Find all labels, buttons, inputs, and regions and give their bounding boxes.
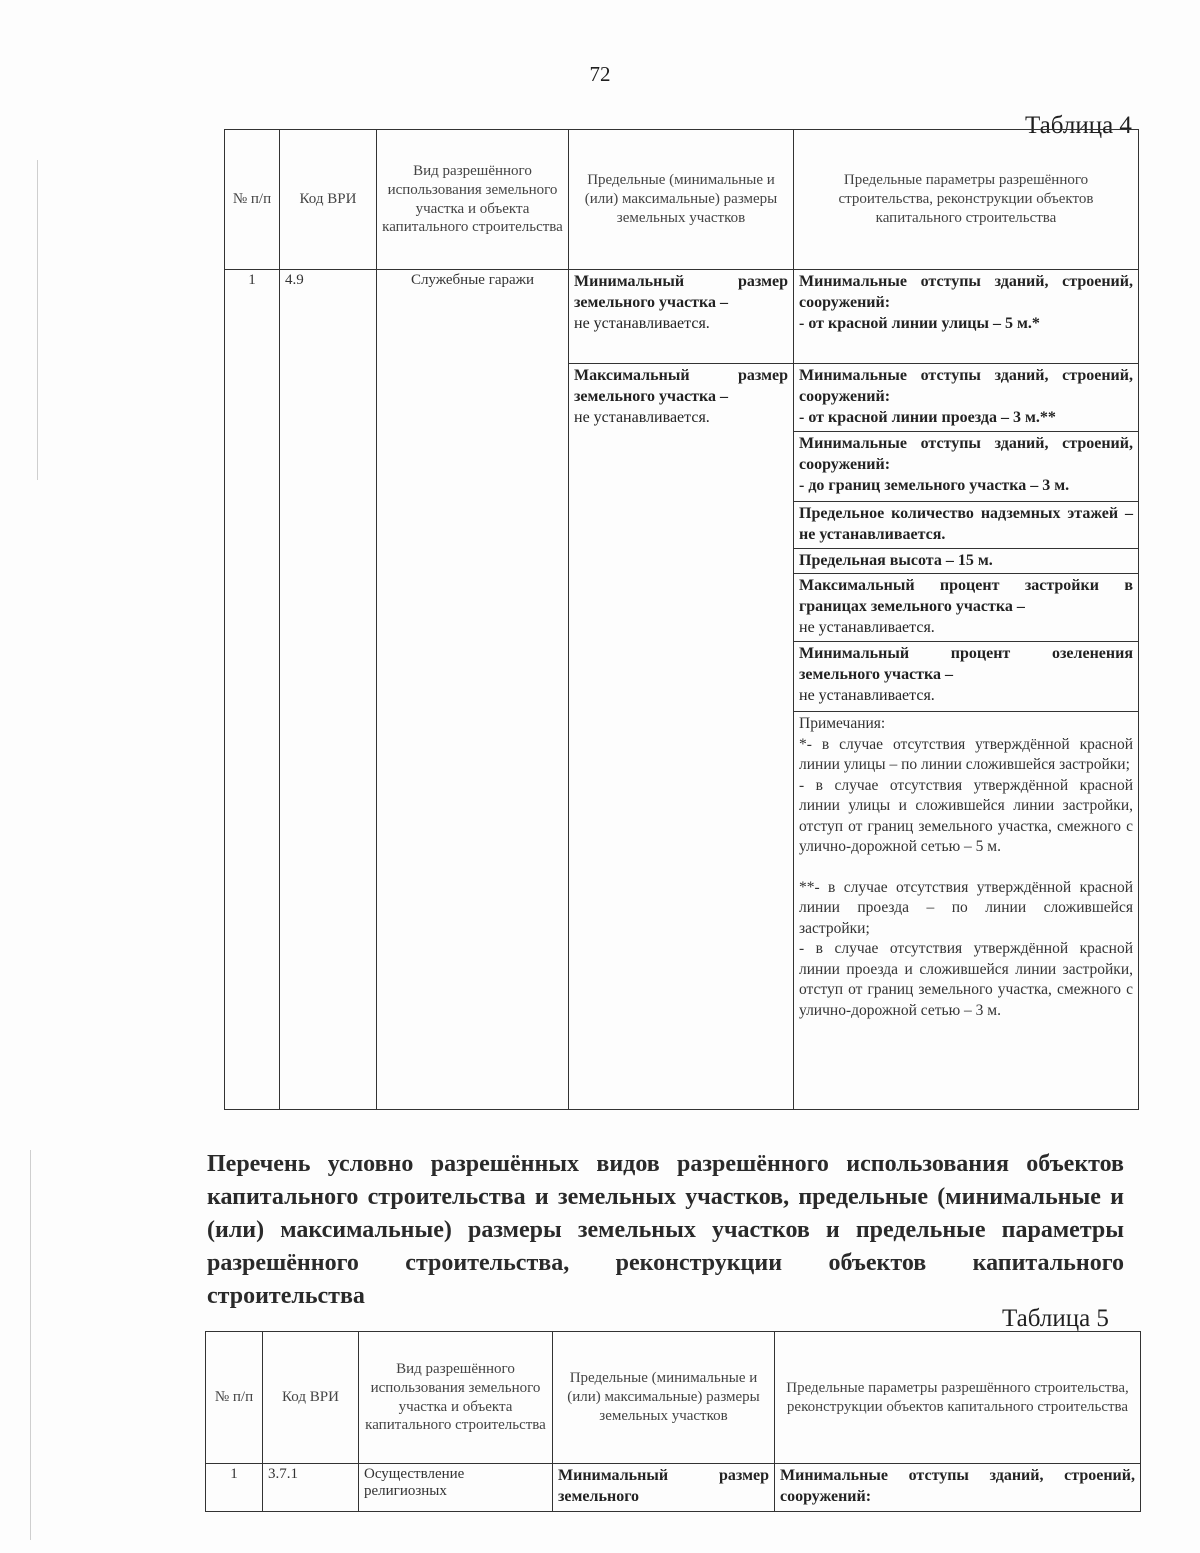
min-plot-value: не устанавливается. <box>574 314 710 332</box>
header-plot: Предельные (минимальные и (или) максимальные) размеры земельных участков <box>553 1332 775 1464</box>
param-drive-setback <box>794 364 1139 432</box>
param-value: - до границ земельного участка – 3 м. <box>799 476 1070 494</box>
scan-margin-line <box>37 160 38 480</box>
max-plot-cell <box>569 364 794 1110</box>
param-building-coverage <box>794 574 1139 642</box>
min-plot-cell <box>569 270 794 364</box>
param-street-setback <box>794 270 1139 364</box>
row-plot: Минимальный размер земельного <box>553 1464 775 1512</box>
param-value: не устанавливается. <box>799 618 935 636</box>
scan-margin-line <box>30 1150 31 1540</box>
param-height: Предельная высота – 15 м. <box>794 548 1139 574</box>
max-plot-label: Максимальный размер земельного участка – <box>574 367 788 405</box>
row-type: Осуществление религиозных <box>359 1464 553 1512</box>
param-boundary-setback <box>794 432 1139 502</box>
header-num: № п/п <box>206 1332 263 1464</box>
note-item: - в случае отсутствия утверждённой красной линии проезда и сложившейся линии застройки, отступ от границ земельного участка, смежного с улично-дорожной сетью – 3 м. <box>799 940 1133 1019</box>
header-code: Код ВРИ <box>280 130 377 270</box>
header-code: Код ВРИ <box>263 1332 359 1464</box>
header-num: № п/п <box>225 130 280 270</box>
notes-cell <box>794 712 1139 1110</box>
row-type: Служебные гаражи <box>377 270 569 1110</box>
page-number: 72 <box>589 62 611 86</box>
param-label: Минимальный процент озеленения земельного участка – <box>799 645 1133 684</box>
max-plot-value: не устанавливается. <box>574 408 710 426</box>
header-params: Предельные параметры разрешённого строительства, реконструкции объектов капитального строительства <box>775 1332 1141 1464</box>
header-plot: Предельные (минимальные и (или) максимальные) размеры земельных участков <box>569 130 794 270</box>
table5-caption: Таблица 5 <box>1002 1305 1109 1332</box>
row-num: 1 <box>206 1464 263 1512</box>
min-plot-label: Минимальный размер земельного участка – <box>574 273 788 311</box>
param-label: Минимальные отступы зданий, строений, сооружений: <box>799 273 1133 311</box>
param-label: Минимальные отступы зданий, строений, сооружений: <box>799 367 1133 405</box>
notes-title: Примечания: <box>799 715 886 733</box>
param-label: Минимальные отступы зданий, строений, сооружений: <box>799 435 1133 473</box>
section-heading: Перечень условно разрешённых видов разрешённого использования объектов капитального строительства и земельных участков, предельные (минимальные и (или) максимальные) размеры земельных участков и предельные параметры разрешённого строительства, реконструкции объектов капитального строительства <box>207 1151 1124 1309</box>
row-params: Минимальные отступы зданий, строений, сооружений: <box>775 1464 1141 1512</box>
param-value: не устанавливается. <box>799 686 935 704</box>
note-item: **- в случае отсутствия утверждённой красной линии проезда – по линии сложившейся застройки; <box>799 879 1133 937</box>
row-num: 1 <box>225 270 280 1110</box>
table-5 <box>205 1331 1141 1512</box>
param-greening <box>794 642 1139 712</box>
param-floors: Предельное количество надземных этажей – не устанавливается. <box>794 502 1139 549</box>
table4-caption: Таблица 4 <box>1025 112 1132 139</box>
header-params: Предельные параметры разрешённого строительства, реконструкции объектов капитального строительства <box>794 130 1139 270</box>
param-value: - от красной линии улицы – 5 м.* <box>799 314 1040 332</box>
note-item: *- в случае отсутствия утверждённой красной линии улицы – по линии сложившейся застройки; <box>799 735 1133 774</box>
row-code: 3.7.1 <box>263 1464 359 1512</box>
table-4 <box>224 129 1139 1110</box>
param-label: Максимальный процент застройки в границах земельного участка – <box>799 577 1133 616</box>
param-value: - от красной линии проезда – 3 м.** <box>799 408 1056 426</box>
header-type: Вид разрешённого использования земельного участка и объекта капитального строительства <box>359 1332 553 1464</box>
row-code: 4.9 <box>280 270 377 1110</box>
note-item: - в случае отсутствия утверждённой красной линии улицы и сложившейся линии застройки, отступ от границ земельного участка, смежного с улично-дорожной сетью – 5 м. <box>799 776 1133 856</box>
header-type: Вид разрешённого использования земельного участка и объекта капитального строительства <box>377 130 569 270</box>
